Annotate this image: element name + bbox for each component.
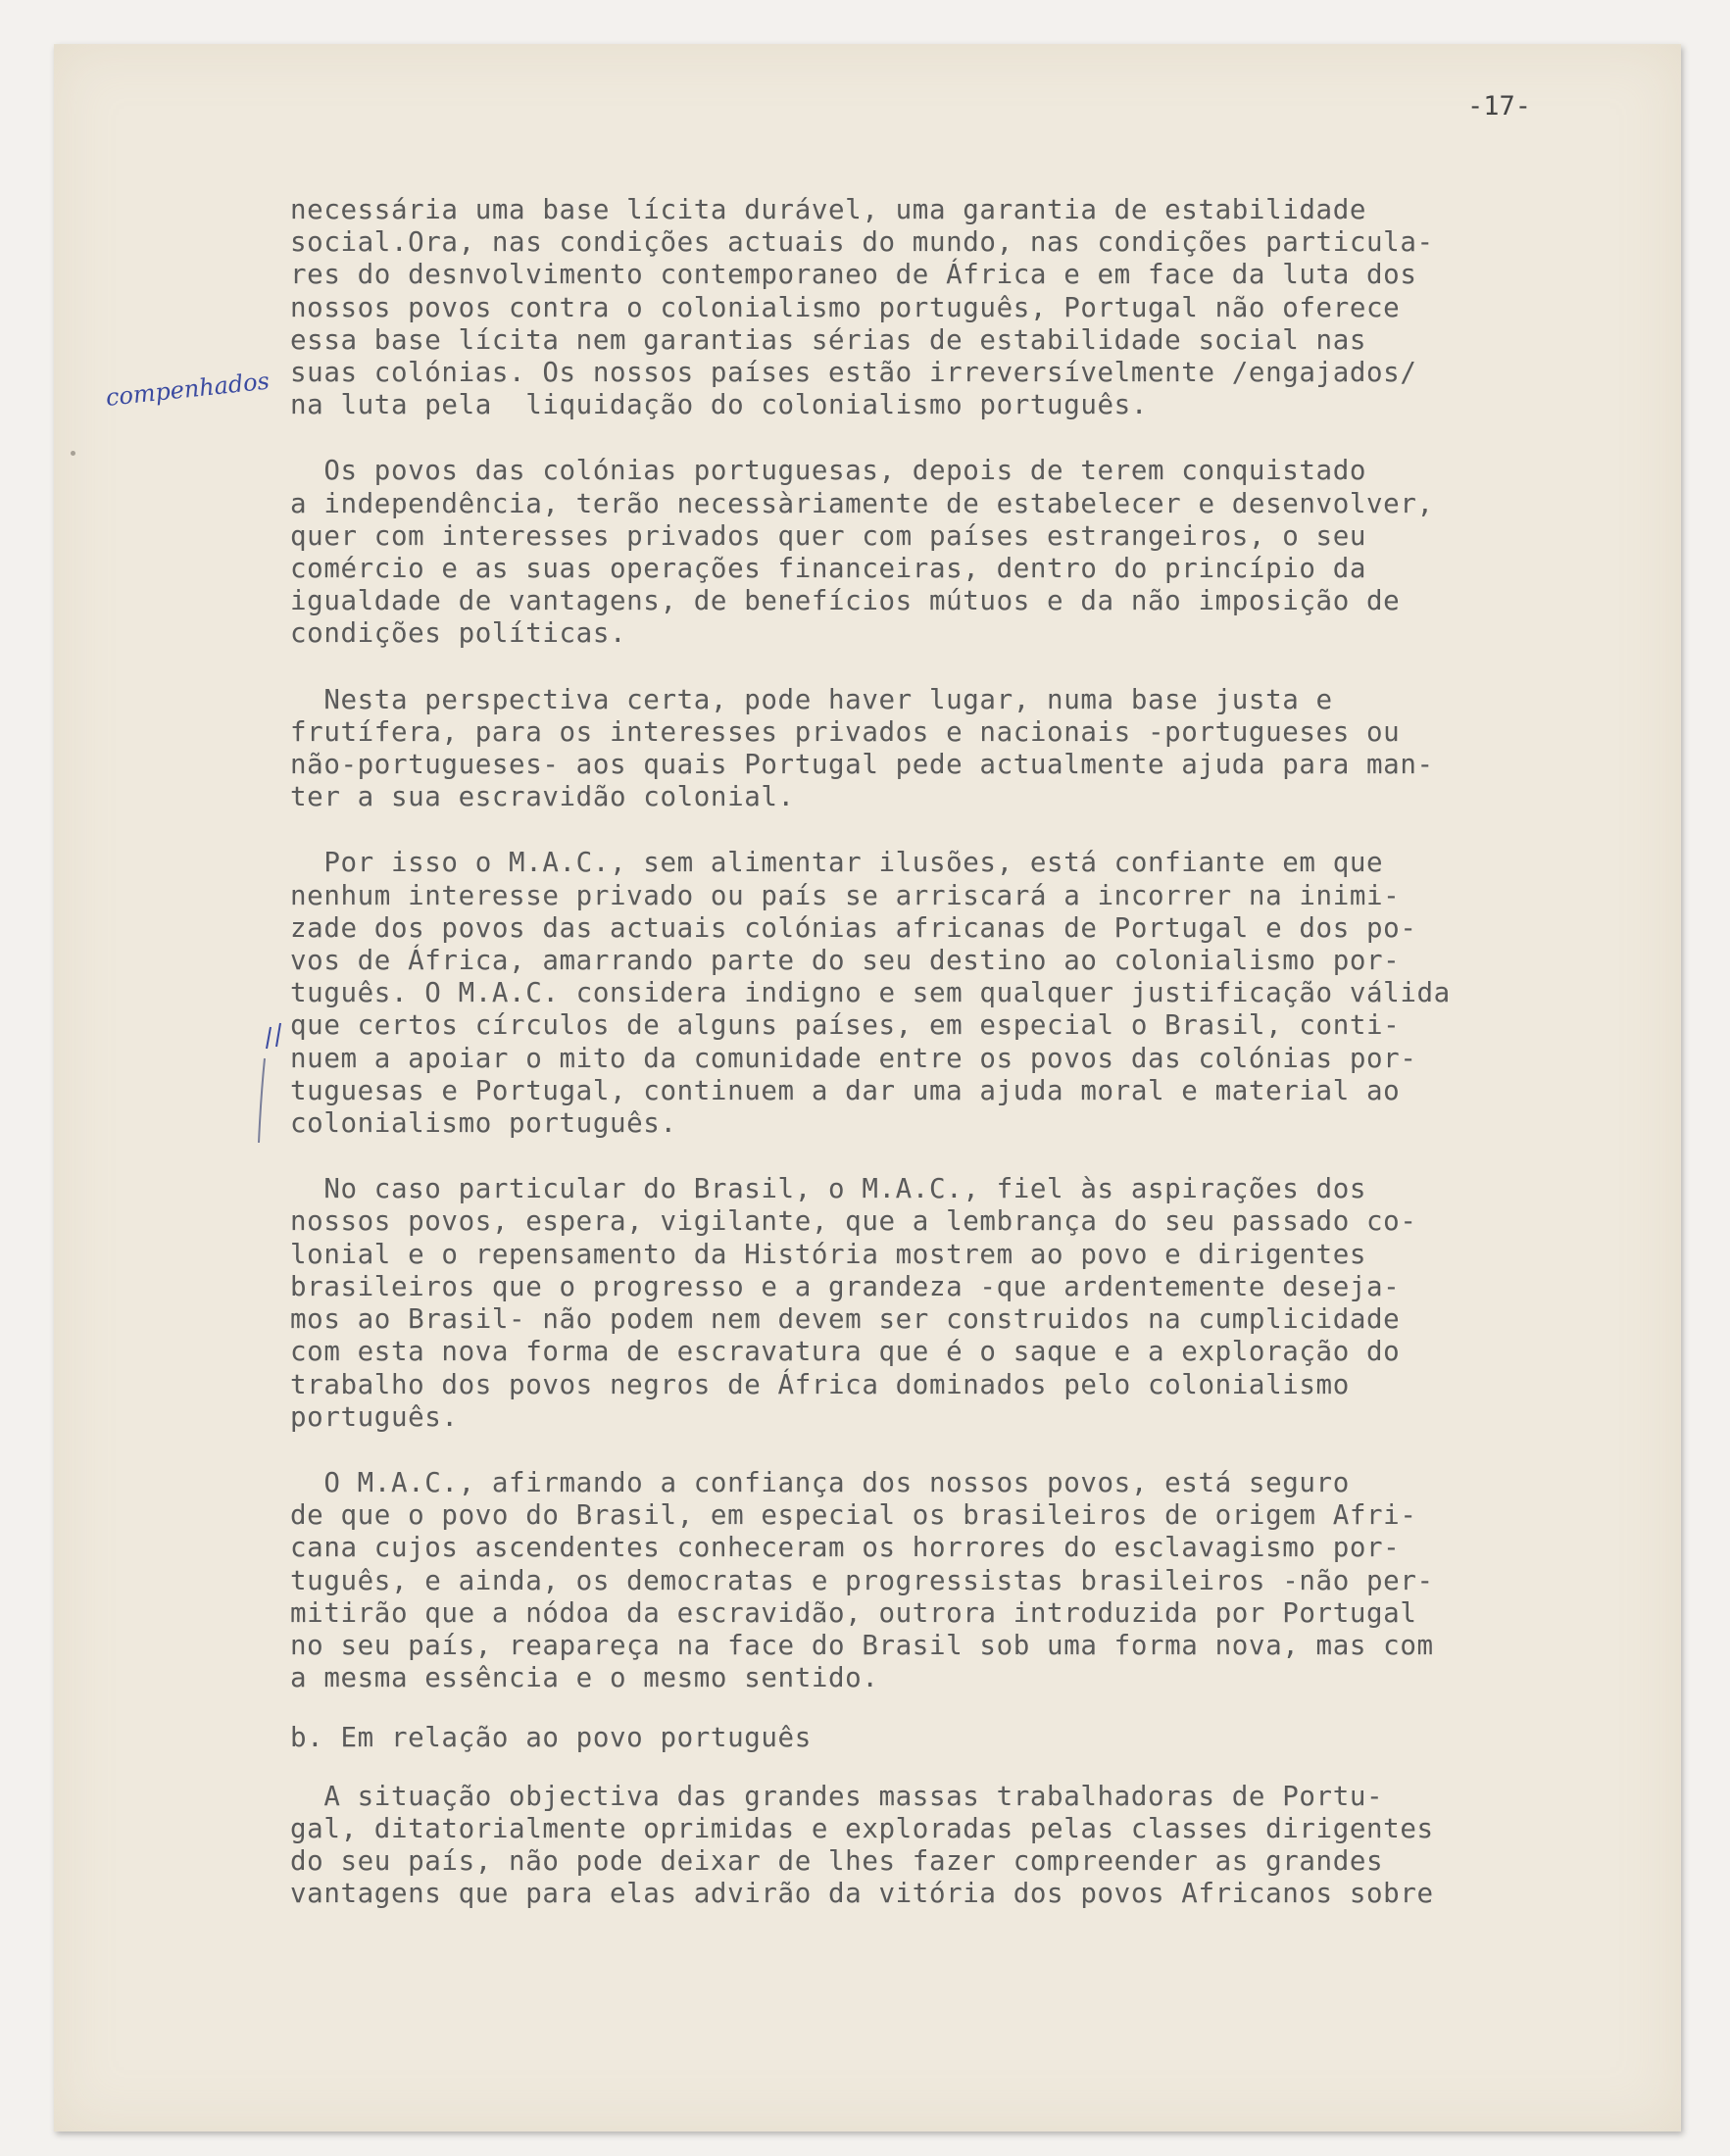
paragraph — [290, 1467, 1672, 1694]
text-line: suas colónias. Os nossos países estão irreversívelmente /engajados/ — [290, 357, 1417, 389]
text-line: vantagens que para elas advirão da vitória dos povos Africanos sobre — [290, 1878, 1434, 1910]
text-line: gal, ditatorialmente oprimidas e exploradas pelas classes dirigentes — [290, 1812, 1434, 1844]
text-line: igualdade de vantagens, de benefícios mútuos e da não imposição de — [290, 585, 1401, 617]
text-line: tuguesas e Portugal, continuem a dar uma ajuda moral e material ao — [290, 1074, 1401, 1106]
text-line: que certos círculos de alguns países, em especial o Brasil, conti- — [290, 1009, 1401, 1042]
pin-hole — [71, 451, 75, 456]
text-line: de que o povo do Brasil, em especial os brasileiros de origem Afri- — [290, 1499, 1417, 1532]
handwritten-margin-note: compenhados — [104, 367, 272, 412]
paragraph — [290, 684, 1672, 814]
text-line: nuem a apoiar o mito da comunidade entre os povos das colónias por- — [290, 1042, 1417, 1074]
text-line: tuguês. O M.A.C. considera indigno e sem qualquer justificação válida — [290, 977, 1451, 1009]
text-line: mos ao Brasil- não podem nem devem ser construidos na cumplicidade — [290, 1303, 1401, 1336]
text-line: Os povos das colónias portuguesas, depois de terem conquistado — [290, 455, 1367, 487]
text-line: comércio e as suas operações financeiras, dentro do princípio da — [290, 553, 1367, 585]
text-line: vos de África, amarrando parte do seu destino ao colonialismo por- — [290, 945, 1401, 977]
text-line: português. — [290, 1400, 459, 1433]
page-number: -17- — [1467, 91, 1532, 122]
final-paragraph — [290, 1781, 1672, 1911]
text-line: a mesma essência e o mesmo sentido. — [290, 1662, 879, 1694]
text-line: nossos povos, espera, vigilante, que a lembrança do seu passado co- — [290, 1205, 1417, 1238]
text-line: necessária uma base lícita durável, uma garantia de estabilidade — [290, 194, 1367, 225]
text-line: No caso particular do Brasil, o M.A.C., fiel às aspirações dos — [290, 1173, 1367, 1205]
text-line: quer com interesses privados quer com países estrangeiros, o seu — [290, 519, 1367, 552]
text-line: cana cujos ascendentes conheceram os horrores do esclavagismo por- — [290, 1532, 1401, 1564]
text-line: lonial e o repensamento da História mostrem ao povo e dirigentes — [290, 1238, 1367, 1270]
document-body — [290, 194, 1672, 1910]
text-line: ter a sua escravidão colonial. — [290, 781, 795, 813]
text-line: zade dos povos das actuais colónias africanas de Portugal e dos po- — [290, 911, 1417, 944]
text-line: A situação objectiva das grandes massas trabalhadoras de Portu- — [290, 1780, 1384, 1812]
text-line: Por isso o M.A.C., sem alimentar ilusões, está confiante em que — [290, 847, 1384, 879]
text-line: nossos povos contra o colonialismo português, Portugal não oferece — [290, 291, 1401, 323]
text-line: tuguês, e ainda, os democratas e progressistas brasileiros -não per- — [290, 1564, 1434, 1596]
paragraph — [290, 1173, 1672, 1434]
paragraph-list — [290, 194, 1672, 1694]
text-line: do seu país, não pode deixar de lhes fazer compreender as grandes — [290, 1844, 1384, 1877]
text-line: mitirão que a nódoa da escravidão, outrora introduzida por Portugal — [290, 1596, 1417, 1629]
text-line: Nesta perspectiva certa, pode haver lugar, numa base justa e — [290, 683, 1333, 715]
text-line: O M.A.C., afirmando a confiança dos nossos povos, está seguro — [290, 1466, 1350, 1498]
text-line: frutífera, para os interesses privados e nacionais -portugueses ou — [290, 715, 1401, 748]
paragraph — [290, 847, 1672, 1140]
text-line: trabalho dos povos negros de África dominados pelo colonialismo — [290, 1368, 1350, 1400]
text-line: colonialismo português. — [290, 1107, 677, 1140]
text-line: condições políticas. — [290, 617, 627, 650]
text-line: nenhum interesse privado ou país se arriscará a incorrer na inimi- — [290, 879, 1401, 911]
text-line: com esta nova forma de escravatura que é o saque e a exploração do — [290, 1336, 1401, 1368]
text-line: no seu país, reapareça na face do Brasil sob uma forma nova, mas com — [290, 1629, 1434, 1661]
paragraph — [290, 194, 1672, 421]
paragraph — [290, 455, 1672, 650]
text-line: na luta pela liquidação do colonialismo português. — [290, 389, 1148, 421]
text-line: brasileiros que o progresso e a grandeza -que ardentemente deseja- — [290, 1270, 1401, 1302]
text-line: a independência, terão necessàriamente de estabelecer e desenvolver, — [290, 487, 1434, 519]
text-line: não-portugueses- aos quais Portugal pede actualmente ajuda para man- — [290, 749, 1434, 781]
text-line: res do desnvolvimento contemporaneo de África e em face da luta dos — [290, 259, 1417, 291]
text-line: essa base lícita nem garantias sérias de estabilidade social nas — [290, 323, 1367, 356]
text-line: social.Ora, nas condições actuais do mundo, nas condições particula- — [290, 226, 1434, 259]
section-heading: b. Em relação ao povo português — [290, 1722, 812, 1754]
